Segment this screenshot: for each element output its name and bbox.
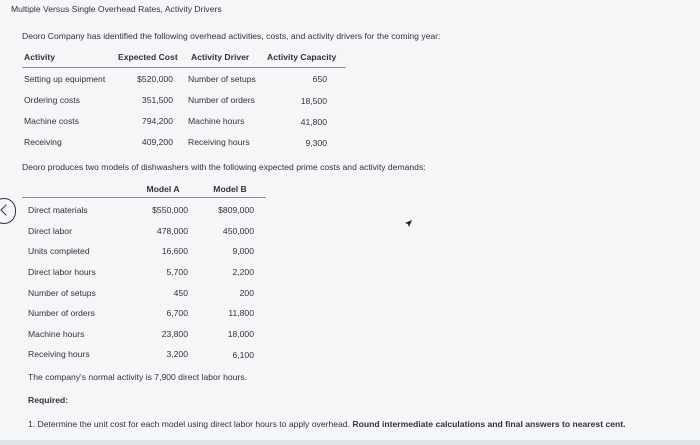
header-activity-capacity: Activity Capacity	[267, 52, 337, 62]
table-cell-capacity: 650	[312, 74, 327, 84]
table-cell-model-b: 11,800	[228, 308, 254, 318]
table-cell-cost: 351,500	[141, 95, 173, 105]
table-cell-model-a: 450	[173, 288, 188, 298]
table-row-label: Direct materials	[28, 205, 88, 215]
table-cell-model-a: 16,600	[161, 246, 188, 256]
table-cell-model-a: 6,700	[166, 308, 188, 318]
header-activity-driver: Activity Driver	[191, 52, 250, 62]
normal-activity-text: The company's normal activity is 7,900 direct labor hours.	[28, 372, 247, 382]
table-cell-capacity: 18,500	[300, 96, 327, 106]
table-cell-cost: 409,200	[141, 137, 173, 147]
problem-title: Multiple Versus Single Overhead Rates, Activity Drivers	[11, 4, 222, 14]
table-cell-model-b: 2,200	[232, 267, 254, 277]
table-cell-model-a: 5,700	[166, 267, 188, 277]
bottom-edge	[0, 440, 700, 445]
requirement-text	[28, 419, 626, 430]
table-cell-model-b: 200	[239, 288, 254, 298]
table-cell-model-a: 23,800	[161, 329, 188, 339]
table-cell-model-a: 3,200	[166, 349, 188, 359]
mouse-cursor-icon	[403, 219, 413, 229]
table-cell-model-b: 450,000	[222, 226, 254, 236]
header-expected-cost: Expected Cost	[118, 52, 178, 62]
table-cell-model-b: $809,000	[218, 205, 254, 215]
table-cell-model-b: 6,100	[232, 350, 254, 360]
header-activity: Activity	[24, 52, 56, 62]
requirement-plain: 1. Determine the unit cost for each model using direct labor hours to apply overhead.	[28, 419, 353, 429]
table-cell-cost: 794,200	[141, 116, 173, 126]
table1-rule	[22, 67, 346, 68]
table-row-label: Direct labor	[28, 226, 72, 236]
table-row-label: Direct labor hours	[28, 267, 96, 277]
table-cell-capacity: 41,800	[300, 117, 327, 127]
table-row-label: Receiving hours	[28, 349, 90, 359]
table-row-label: Ordering costs	[24, 95, 80, 105]
table-cell-cost: $520,000	[137, 74, 173, 84]
table-row-label: Setting up equipment	[24, 74, 106, 84]
middle-text: Deoro produces two models of dishwashers with the following expected prime costs and activity demands:	[22, 162, 426, 172]
table-row-label: Number of orders	[28, 308, 95, 318]
table-row-label: Machine costs	[24, 116, 79, 126]
table-cell-driver: Receiving hours	[188, 137, 250, 147]
table-cell-model-b: 9,000	[232, 246, 254, 256]
table-cell-driver: Number of setups	[188, 74, 256, 84]
previous-arrow-icon[interactable]	[0, 198, 16, 224]
table-cell-model-a: 478,000	[156, 226, 188, 236]
table-row-label: Number of setups	[28, 288, 96, 298]
table-cell-model-a: $550,000	[152, 205, 188, 215]
header-model-b: Model B	[213, 184, 247, 194]
intro-text: Deoro Company has identified the following overhead activities, costs, and activity drivers for the coming year:	[22, 31, 441, 41]
table-row-label: Units completed	[28, 246, 90, 256]
table-row-label: Receiving	[24, 137, 62, 147]
header-model-a: Model A	[146, 184, 180, 194]
table-cell-driver: Number of orders	[188, 95, 255, 105]
table-cell-capacity: 9,300	[305, 138, 327, 148]
table-cell-model-b: 18,000	[227, 329, 254, 339]
required-label: Required:	[28, 395, 69, 405]
table-cell-driver: Machine hours	[188, 116, 245, 126]
requirement-bold: Round intermediate calculations and final answers to nearest cent.	[352, 419, 626, 429]
table2-rule	[22, 197, 266, 198]
table-row-label: Machine hours	[28, 329, 85, 339]
